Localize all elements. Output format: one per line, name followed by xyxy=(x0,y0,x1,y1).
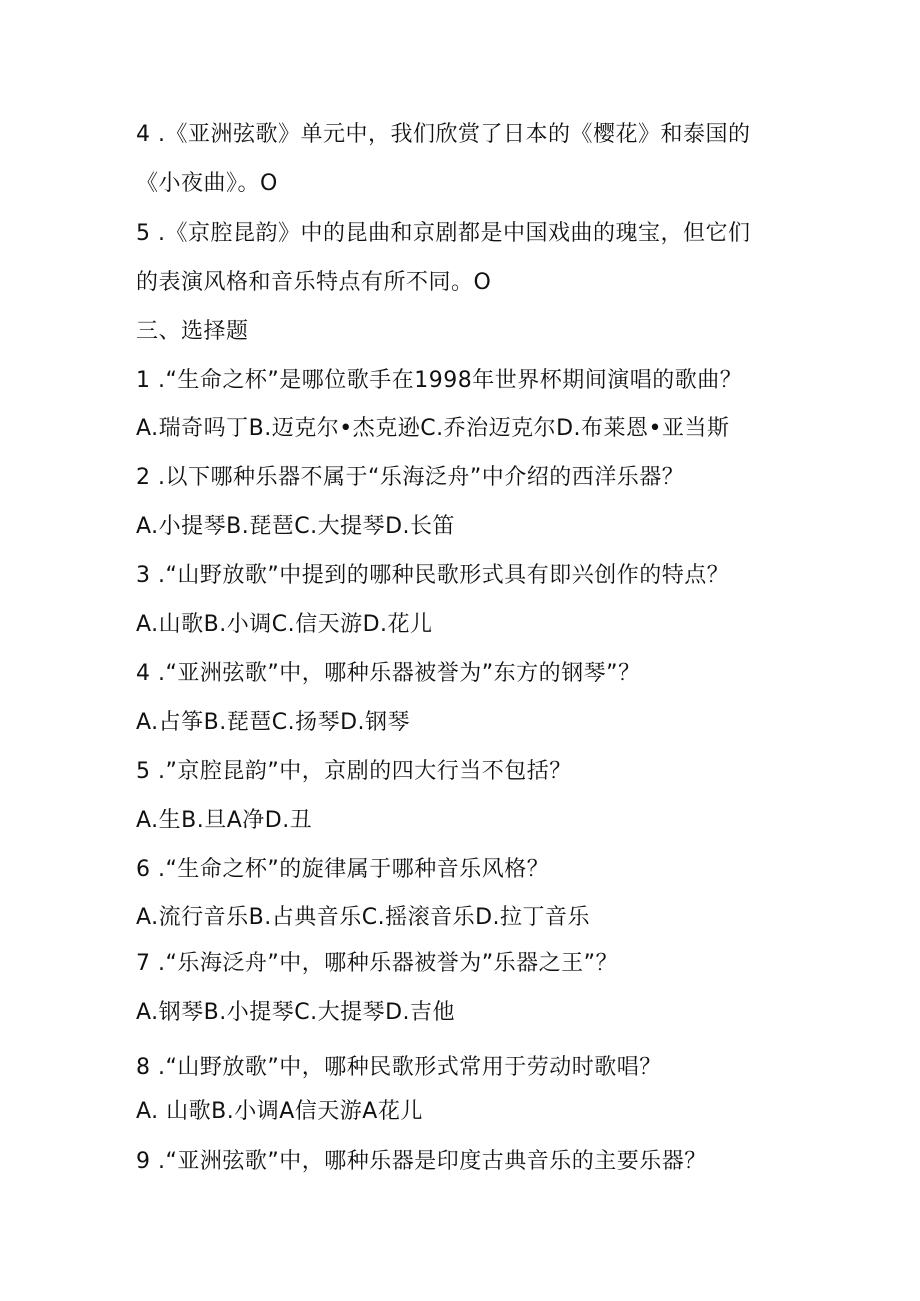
answer-options: A.生B.旦A净D.丑 xyxy=(136,808,313,833)
answer-options: A.流行音乐B.占典音乐C.摇滚音乐D.拉丁音乐 xyxy=(136,905,591,930)
text-line: 4 .《亚洲弦歌》单元中，我们欣赏了日本的《樱花》和泰国的 xyxy=(136,122,751,147)
text-line: 5 .《京腔昆韵》中的昆曲和京剧都是中国戏曲的瑰宝，但它们 xyxy=(136,221,751,246)
question-text: 2 .以下哪种乐器不属于“乐海泛舟”中介绍的西洋乐器？ xyxy=(136,465,685,490)
answer-options: A.小提琴B.琵琶C.大提琴D.长笛 xyxy=(136,514,456,539)
text-line: 《小夜曲》。O xyxy=(136,171,278,196)
answer-options: A.占筝B.琵琶C.扬琴D.钢琴 xyxy=(136,710,411,735)
question-text: 8 .“山野放歌”中，哪种民歌形式常用于劳动时歌唱？ xyxy=(136,1055,662,1080)
question-text: 6 .“生命之杯”的旋律属于哪种音乐风格？ xyxy=(136,857,550,882)
answer-options: A.瑞奇吗丁B.迈克尔•杰克逊C.乔治迈克尔D.布莱恩•亚当斯 xyxy=(136,416,730,441)
text-line: 的表演风格和音乐特点有所不同。O xyxy=(136,270,492,295)
question-text: 1 .“生命之杯”是哪位歌手在1998年世界杯期间演唱的歌曲？ xyxy=(136,368,743,393)
question-text: 3 .“山野放歌”中提到的哪种民歌形式具有即兴创作的特点？ xyxy=(136,563,730,588)
question-text: 7 .“乐海泛舟”中，哪种乐器被誉为”乐器之王”？ xyxy=(136,951,619,976)
section-heading: 三、选择题 xyxy=(136,319,249,344)
question-text: 4 .“亚洲弦歌”中，哪种乐器被誉为”东方的钢琴”？ xyxy=(136,661,641,686)
question-text: 9 .“亚洲弦歌”中，哪种乐器是印度古典音乐的主要乐器？ xyxy=(136,1149,707,1174)
answer-options: A.钢琴B.小提琴C.大提琴D.吉他 xyxy=(136,1000,456,1025)
question-text: 5 .”京腔昆韵”中，京剧的四大行当不包括？ xyxy=(136,759,572,784)
answer-options: A. 山歌B.小调A信天游A花儿 xyxy=(136,1099,423,1124)
answer-options: A.山歌B.小调C.信天游D.花儿 xyxy=(136,612,433,637)
